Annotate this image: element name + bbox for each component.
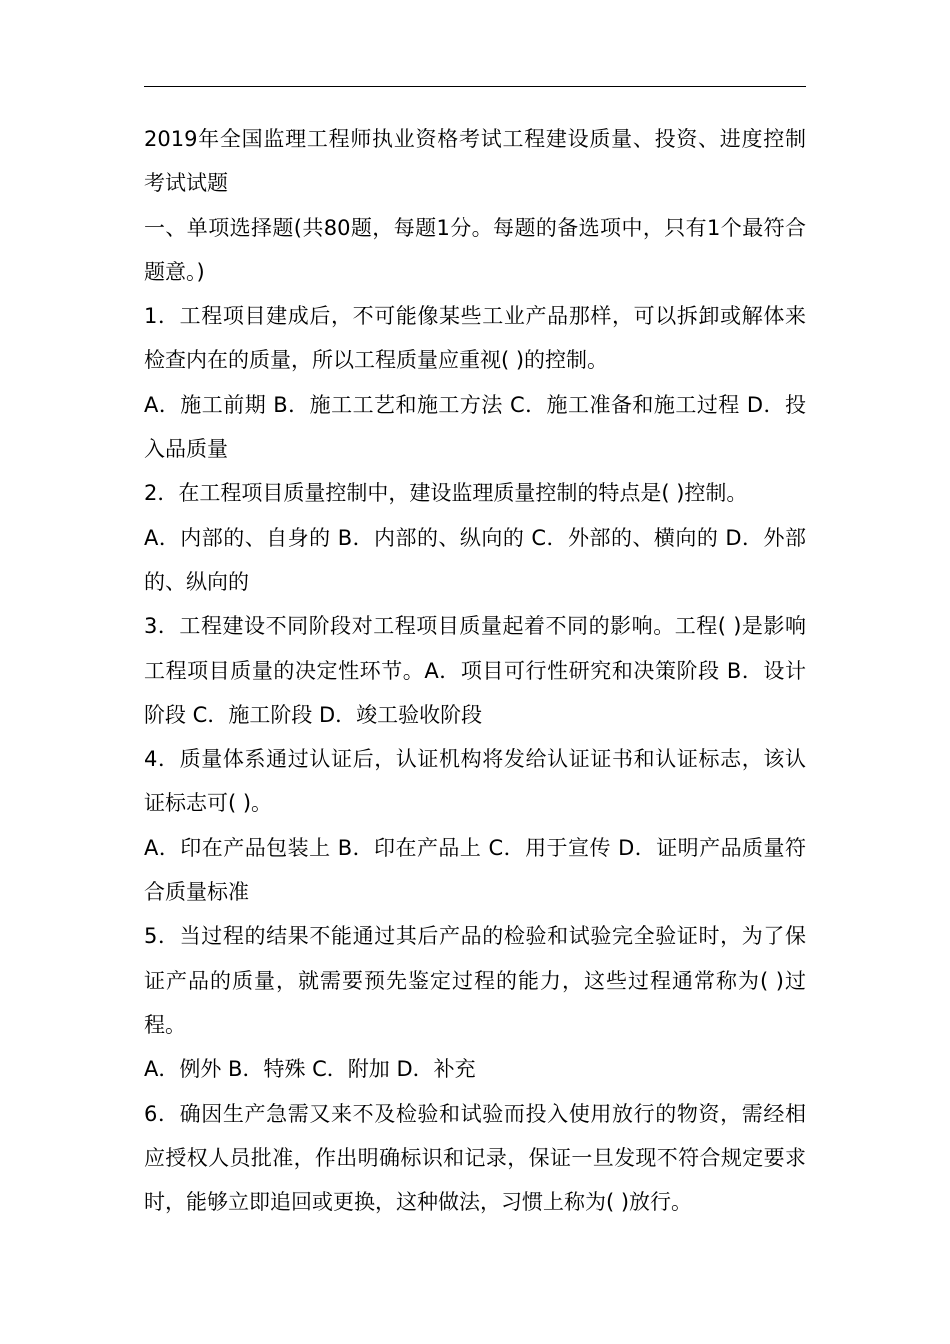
question-2: 2．在工程项目质量控制中，建设监理质量控制的特点是( )控制。	[144, 481, 748, 506]
question-1: 1．工程项目建成后，不可能像某些工业产品那样，可以拆卸或解体来检查内在的质量，所以工程质量应重视( )的控制。	[144, 304, 806, 373]
question-5-options: A．例外 B．特殊 C．附加 D．补充	[144, 1057, 476, 1082]
header-rule	[144, 86, 806, 87]
question-4-options: A．印在产品包装上 B．印在产品上 C．用于宣传 D．证明产品质量符合质量标准	[144, 835, 806, 905]
question-1-options: A．施工前期 B．施工工艺和施工方法 C．施工准备和施工过程 D．投入品质量	[144, 392, 806, 462]
question-3: 3．工程建设不同阶段对工程项目质量起着不同的影响。工程( )是影响工程项目质量的决定性环节。A．项目可行性研究和决策阶段 B．设计阶段 C．施工阶段 D．竣工验收阶段	[144, 614, 806, 727]
section-heading: 一、单项选择题(共80题，每题1分。每题的备选项中，只有1个最符合题意。)	[144, 215, 806, 284]
question-6: 6．确因生产急需又来不及检验和试验而投入使用放行的物资，需经相应授权人员批准，作出明确标识和记录，保证一旦发现不符合规定要求时，能够立即追回或更换，这种做法，习惯上称为( )放行。	[144, 1101, 806, 1215]
document-body	[144, 117, 806, 1224]
question-2-options: A．内部的、自身的 B．内部的、纵向的 C．外部的、横向的 D．外部的、纵向的	[144, 525, 806, 594]
question-4: 4．质量体系通过认证后，认证机构将发给认证证书和认证标志，该认证标志可( )。	[144, 747, 806, 816]
question-5: 5．当过程的结果不能通过其后产品的检验和试验完全验证时，为了保证产品的质量，就需要预先鉴定过程的能力，这些过程通常称为( )过程。	[144, 924, 806, 1037]
document-title: 2019年全国监理工程师执业资格考试工程建设质量、投资、进度控制考试试题	[144, 127, 806, 196]
